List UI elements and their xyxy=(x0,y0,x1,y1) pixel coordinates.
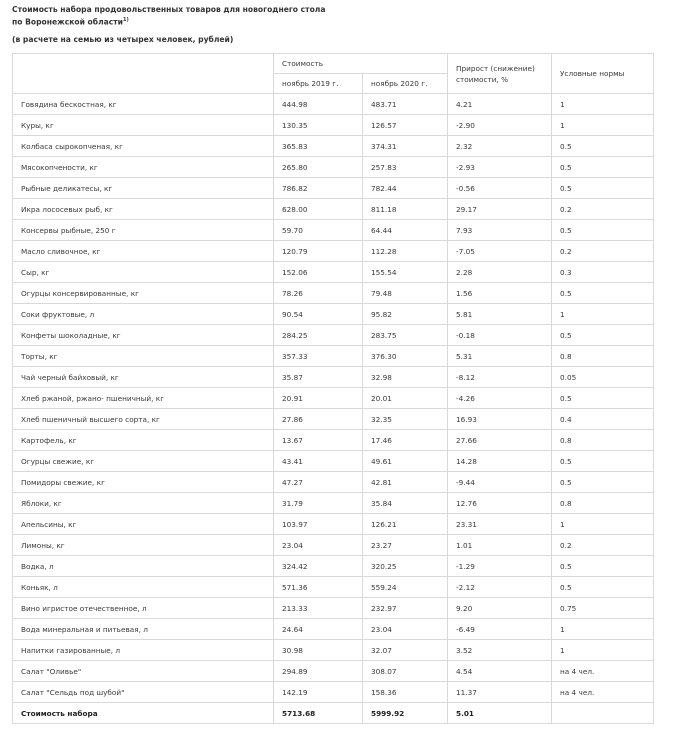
cell-growth: 2.28 xyxy=(448,262,552,283)
cell-product: Конфеты шоколадные, кг xyxy=(13,325,274,346)
total-cell-norm xyxy=(552,703,654,724)
cell-growth: 9.20 xyxy=(448,598,552,619)
cell-growth: -9.44 xyxy=(448,472,552,493)
cell-cost-2019: 265.80 xyxy=(274,157,363,178)
cell-norm: 0.05 xyxy=(552,367,654,388)
cell-cost-2020: 782.44 xyxy=(363,178,448,199)
cell-cost-2020: 32.35 xyxy=(363,409,448,430)
cell-cost-2020: 95.82 xyxy=(363,304,448,325)
total-cell-growth: 5.01 xyxy=(448,703,552,724)
cell-product: Куры, кг xyxy=(13,115,274,136)
cell-growth: 12.76 xyxy=(448,493,552,514)
cell-growth: -8.12 xyxy=(448,367,552,388)
cell-product: Мясокопчености, кг xyxy=(13,157,274,178)
table-row xyxy=(13,115,654,136)
cell-product: Хлеб ржаной, ржано- пшеничный, кг xyxy=(13,388,274,409)
table-row xyxy=(13,556,654,577)
table-row xyxy=(13,493,654,514)
cell-cost-2020: 20.01 xyxy=(363,388,448,409)
cell-product: Помидоры свежие, кг xyxy=(13,472,274,493)
cell-cost-2019: 324.42 xyxy=(274,556,363,577)
cell-cost-2019: 571.36 xyxy=(274,577,363,598)
cell-product: Сыр, кг xyxy=(13,262,274,283)
cell-norm: 0.5 xyxy=(552,136,654,157)
table-row xyxy=(13,199,654,220)
total-cell-cost-2020: 5999.92 xyxy=(363,703,448,724)
cell-growth: 3.52 xyxy=(448,640,552,661)
cell-product: Колбаса сырокопченая, кг xyxy=(13,136,274,157)
cell-norm: 0.5 xyxy=(552,556,654,577)
cell-growth: 4.54 xyxy=(448,661,552,682)
cell-norm: 0.3 xyxy=(552,262,654,283)
cell-norm: 1 xyxy=(552,640,654,661)
cell-product: Салат "Оливье" xyxy=(13,661,274,682)
cell-norm: на 4 чел. xyxy=(552,682,654,703)
table-row xyxy=(13,367,654,388)
cell-growth: 2.32 xyxy=(448,136,552,157)
cell-cost-2020: 112.28 xyxy=(363,241,448,262)
table-row xyxy=(13,640,654,661)
cell-norm: 1 xyxy=(552,94,654,115)
cell-norm: 0.5 xyxy=(552,157,654,178)
table-row xyxy=(13,94,654,115)
data-table xyxy=(12,53,654,724)
cell-cost-2020: 559.24 xyxy=(363,577,448,598)
cell-product: Коньяк, л xyxy=(13,577,274,598)
header-row xyxy=(13,54,654,74)
cell-cost-2019: 357.33 xyxy=(274,346,363,367)
cell-cost-2019: 24.64 xyxy=(274,619,363,640)
cell-cost-2020: 23.27 xyxy=(363,535,448,556)
cell-cost-2019: 284.25 xyxy=(274,325,363,346)
table-row xyxy=(13,535,654,556)
cell-norm: 0.5 xyxy=(552,472,654,493)
cell-product: Салат "Сельдь под шубой" xyxy=(13,682,274,703)
cell-growth: 14.28 xyxy=(448,451,552,472)
cell-product: Масло сливочное, кг xyxy=(13,241,274,262)
cell-cost-2019: 13.67 xyxy=(274,430,363,451)
table-row xyxy=(13,472,654,493)
cell-cost-2019: 786.82 xyxy=(274,178,363,199)
cell-cost-2020: 42.81 xyxy=(363,472,448,493)
cell-cost-2019: 35.87 xyxy=(274,367,363,388)
cell-cost-2019: 31.79 xyxy=(274,493,363,514)
cell-cost-2019: 294.89 xyxy=(274,661,363,682)
table-row xyxy=(13,598,654,619)
cell-cost-2019: 90.54 xyxy=(274,304,363,325)
cell-product: Консервы рыбные, 250 г xyxy=(13,220,274,241)
table-row xyxy=(13,619,654,640)
cell-cost-2019: 120.79 xyxy=(274,241,363,262)
cell-norm: 1 xyxy=(552,514,654,535)
cell-cost-2019: 152.06 xyxy=(274,262,363,283)
cell-growth: -1.29 xyxy=(448,556,552,577)
cell-growth: -2.12 xyxy=(448,577,552,598)
cell-norm: 0.5 xyxy=(552,283,654,304)
cell-norm: 1 xyxy=(552,304,654,325)
cell-product: Апельсины, кг xyxy=(13,514,274,535)
cell-cost-2020: 483.71 xyxy=(363,94,448,115)
cell-norm: 1 xyxy=(552,619,654,640)
cell-growth: -2.90 xyxy=(448,115,552,136)
cell-product: Вода минеральная и питьевая, л xyxy=(13,619,274,640)
cell-growth: -6.49 xyxy=(448,619,552,640)
cell-cost-2019: 47.27 xyxy=(274,472,363,493)
cell-product: Огурцы свежие, кг xyxy=(13,451,274,472)
cell-norm: 0.5 xyxy=(552,325,654,346)
cell-growth: -0.18 xyxy=(448,325,552,346)
cell-cost-2020: 374.31 xyxy=(363,136,448,157)
cell-product: Торты, кг xyxy=(13,346,274,367)
cell-growth: -0.56 xyxy=(448,178,552,199)
header-norms: Условные нормы xyxy=(552,54,654,94)
cell-cost-2019: 444.98 xyxy=(274,94,363,115)
cell-cost-2020: 17.46 xyxy=(363,430,448,451)
table-row xyxy=(13,346,654,367)
cell-cost-2020: 283.75 xyxy=(363,325,448,346)
cell-norm: 0.4 xyxy=(552,409,654,430)
cell-product: Огурцы консервированные, кг xyxy=(13,283,274,304)
cell-cost-2020: 35.84 xyxy=(363,493,448,514)
cell-product: Говядина бескостная, кг xyxy=(13,94,274,115)
total-row xyxy=(13,703,654,724)
cell-cost-2019: 142.19 xyxy=(274,682,363,703)
table-row xyxy=(13,682,654,703)
header-cost: Стоимость xyxy=(274,54,448,74)
cell-cost-2019: 130.35 xyxy=(274,115,363,136)
table-row xyxy=(13,304,654,325)
footnote-mark[interactable]: 1) xyxy=(123,17,129,23)
cell-product: Водка, л xyxy=(13,556,274,577)
cell-cost-2019: 20.91 xyxy=(274,388,363,409)
cell-cost-2020: 79.48 xyxy=(363,283,448,304)
cell-product: Рыбные деликатесы, кг xyxy=(13,178,274,199)
cell-cost-2020: 232.97 xyxy=(363,598,448,619)
table-row xyxy=(13,241,654,262)
cell-growth: 1.01 xyxy=(448,535,552,556)
cell-norm: 0.8 xyxy=(552,430,654,451)
header-nov2020: ноябрь 2020 г. xyxy=(363,74,448,94)
cell-norm: 1 xyxy=(552,115,654,136)
cell-norm: 0.5 xyxy=(552,178,654,199)
cell-growth: -7.05 xyxy=(448,241,552,262)
cell-norm: 0.5 xyxy=(552,388,654,409)
cell-product: Картофель, кг xyxy=(13,430,274,451)
cell-product: Напитки газированные, л xyxy=(13,640,274,661)
table-row xyxy=(13,262,654,283)
cell-growth: 27.66 xyxy=(448,430,552,451)
cell-cost-2020: 155.54 xyxy=(363,262,448,283)
cell-cost-2019: 365.83 xyxy=(274,136,363,157)
cell-cost-2020: 811.18 xyxy=(363,199,448,220)
cell-cost-2020: 376.30 xyxy=(363,346,448,367)
cell-product: Икра лососевых рыб, кг xyxy=(13,199,274,220)
cell-norm: 0.2 xyxy=(552,199,654,220)
table-row xyxy=(13,220,654,241)
cell-cost-2019: 27.86 xyxy=(274,409,363,430)
cell-growth: 29.17 xyxy=(448,199,552,220)
table-row xyxy=(13,136,654,157)
table-body xyxy=(13,94,654,724)
cell-cost-2020: 308.07 xyxy=(363,661,448,682)
table-row xyxy=(13,325,654,346)
page-title xyxy=(12,4,332,28)
cell-norm: 0.2 xyxy=(552,241,654,262)
cell-norm: 0.5 xyxy=(552,451,654,472)
table-row xyxy=(13,409,654,430)
cell-cost-2020: 158.36 xyxy=(363,682,448,703)
cell-product: Вино игристое отечественное, л xyxy=(13,598,274,619)
cell-growth: 7.93 xyxy=(448,220,552,241)
cell-growth: -4.26 xyxy=(448,388,552,409)
cell-product: Чай черный байховый, кг xyxy=(13,367,274,388)
table-row xyxy=(13,283,654,304)
cell-growth: 23.31 xyxy=(448,514,552,535)
cell-growth: 1.56 xyxy=(448,283,552,304)
cell-cost-2019: 103.97 xyxy=(274,514,363,535)
table-row xyxy=(13,661,654,682)
cell-growth: 11.37 xyxy=(448,682,552,703)
total-cell-cost-2019: 5713.68 xyxy=(274,703,363,724)
cell-growth: 5.31 xyxy=(448,346,552,367)
page-subtitle: (в расчете на семью из четырех человек, рублей) xyxy=(12,35,234,44)
cell-cost-2020: 23.04 xyxy=(363,619,448,640)
cell-norm: 0.2 xyxy=(552,535,654,556)
table-row xyxy=(13,388,654,409)
cell-norm: 0.5 xyxy=(552,220,654,241)
table-row xyxy=(13,430,654,451)
cell-growth: -2.93 xyxy=(448,157,552,178)
cell-cost-2020: 257.83 xyxy=(363,157,448,178)
title-text: Стоимость набора продовольственных товаров для новогоднего стола по Воронежской области xyxy=(12,5,326,27)
cell-cost-2020: 320.25 xyxy=(363,556,448,577)
cell-cost-2020: 126.21 xyxy=(363,514,448,535)
cell-cost-2019: 43.41 xyxy=(274,451,363,472)
cell-growth: 4.21 xyxy=(448,94,552,115)
cell-cost-2019: 78.26 xyxy=(274,283,363,304)
cell-cost-2019: 213.33 xyxy=(274,598,363,619)
cell-product: Лимоны, кг xyxy=(13,535,274,556)
table-row xyxy=(13,514,654,535)
cell-product: Соки фруктовые, л xyxy=(13,304,274,325)
cell-norm: на 4 чел. xyxy=(552,661,654,682)
cell-cost-2020: 49.61 xyxy=(363,451,448,472)
cell-norm: 0.5 xyxy=(552,577,654,598)
cell-cost-2020: 32.07 xyxy=(363,640,448,661)
header-name-cell xyxy=(13,54,274,94)
header-nov2019: ноябрь 2019 г. xyxy=(274,74,363,94)
cell-norm: 0.75 xyxy=(552,598,654,619)
cell-cost-2019: 30.98 xyxy=(274,640,363,661)
table-row xyxy=(13,451,654,472)
table-row xyxy=(13,157,654,178)
cell-growth: 16.93 xyxy=(448,409,552,430)
cell-cost-2020: 64.44 xyxy=(363,220,448,241)
cell-product: Яблоки, кг xyxy=(13,493,274,514)
header-growth: Прирост (снижение) стоимости, % xyxy=(448,54,552,94)
cell-cost-2019: 23.04 xyxy=(274,535,363,556)
cell-cost-2019: 628.00 xyxy=(274,199,363,220)
cell-growth: 5.81 xyxy=(448,304,552,325)
cell-cost-2020: 32.98 xyxy=(363,367,448,388)
table-row xyxy=(13,178,654,199)
cell-norm: 0.8 xyxy=(552,346,654,367)
cell-cost-2020: 126.57 xyxy=(363,115,448,136)
cell-cost-2019: 59.70 xyxy=(274,220,363,241)
cell-norm: 0.8 xyxy=(552,493,654,514)
table-row xyxy=(13,577,654,598)
cell-product: Хлеб пшеничный высшего сорта, кг xyxy=(13,409,274,430)
total-cell-product: Стоимость набора xyxy=(13,703,274,724)
